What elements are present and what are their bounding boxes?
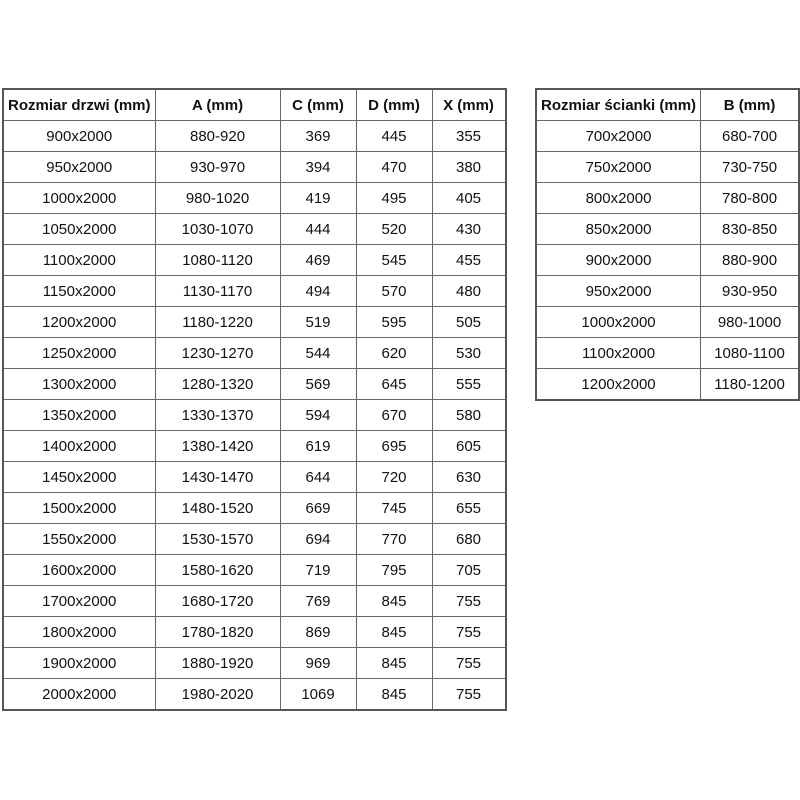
table-cell: 480 bbox=[432, 276, 506, 307]
table-cell: 605 bbox=[432, 431, 506, 462]
table-cell: 680-700 bbox=[701, 121, 799, 152]
table-cell: 830-850 bbox=[701, 214, 799, 245]
table-cell: 719 bbox=[280, 555, 356, 586]
column-header: D (mm) bbox=[356, 89, 432, 121]
column-header: C (mm) bbox=[280, 89, 356, 121]
table-cell: 720 bbox=[356, 462, 432, 493]
table-cell: 900x2000 bbox=[536, 245, 701, 276]
table-cell: 469 bbox=[280, 245, 356, 276]
table-cell: 630 bbox=[432, 462, 506, 493]
table-row bbox=[3, 121, 506, 152]
table-cell: 430 bbox=[432, 214, 506, 245]
header-row bbox=[3, 89, 506, 121]
table-cell: 580 bbox=[432, 400, 506, 431]
table-row bbox=[3, 493, 506, 524]
table-cell: 570 bbox=[356, 276, 432, 307]
table-cell: 800x2000 bbox=[536, 183, 701, 214]
table-cell: 1000x2000 bbox=[536, 307, 701, 338]
table-cell: 1050x2000 bbox=[3, 214, 155, 245]
table-cell: 869 bbox=[280, 617, 356, 648]
table-cell: 1530-1570 bbox=[155, 524, 280, 555]
table-cell: 750x2000 bbox=[536, 152, 701, 183]
table-cell: 1100x2000 bbox=[536, 338, 701, 369]
table-row bbox=[3, 431, 506, 462]
table-cell: 1200x2000 bbox=[3, 307, 155, 338]
table-cell: 595 bbox=[356, 307, 432, 338]
table-cell: 1200x2000 bbox=[536, 369, 701, 401]
table-cell: 1400x2000 bbox=[3, 431, 155, 462]
table-row bbox=[3, 400, 506, 431]
table-cell: 780-800 bbox=[701, 183, 799, 214]
column-header: B (mm) bbox=[701, 89, 799, 121]
table-row bbox=[3, 462, 506, 493]
table-cell: 694 bbox=[280, 524, 356, 555]
table-cell: 680 bbox=[432, 524, 506, 555]
table-cell: 505 bbox=[432, 307, 506, 338]
table-cell: 1580-1620 bbox=[155, 555, 280, 586]
table-cell: 1100x2000 bbox=[3, 245, 155, 276]
table-cell: 1230-1270 bbox=[155, 338, 280, 369]
table-row bbox=[3, 524, 506, 555]
table-cell: 1380-1420 bbox=[155, 431, 280, 462]
table-cell: 405 bbox=[432, 183, 506, 214]
table-cell: 569 bbox=[280, 369, 356, 400]
table-row bbox=[3, 152, 506, 183]
table-cell: 1700x2000 bbox=[3, 586, 155, 617]
table-cell: 1450x2000 bbox=[3, 462, 155, 493]
table-row bbox=[3, 245, 506, 276]
table-cell: 1330-1370 bbox=[155, 400, 280, 431]
table-cell: 594 bbox=[280, 400, 356, 431]
table-cell: 1030-1070 bbox=[155, 214, 280, 245]
table-row bbox=[3, 307, 506, 338]
table-cell: 1080-1100 bbox=[701, 338, 799, 369]
table-cell: 880-920 bbox=[155, 121, 280, 152]
table-cell: 355 bbox=[432, 121, 506, 152]
table-cell: 695 bbox=[356, 431, 432, 462]
table-cell: 1150x2000 bbox=[3, 276, 155, 307]
table-row bbox=[536, 152, 799, 183]
table-cell: 470 bbox=[356, 152, 432, 183]
table-cell: 950x2000 bbox=[3, 152, 155, 183]
table-cell: 1350x2000 bbox=[3, 400, 155, 431]
table-cell: 545 bbox=[356, 245, 432, 276]
table-cell: 845 bbox=[356, 648, 432, 679]
table-cell: 530 bbox=[432, 338, 506, 369]
table-cell: 555 bbox=[432, 369, 506, 400]
table-cell: 755 bbox=[432, 648, 506, 679]
table-cell: 394 bbox=[280, 152, 356, 183]
table-row bbox=[536, 183, 799, 214]
table-cell: 755 bbox=[432, 617, 506, 648]
table-cell: 369 bbox=[280, 121, 356, 152]
table-row bbox=[536, 214, 799, 245]
table-cell: 1430-1470 bbox=[155, 462, 280, 493]
table-row bbox=[536, 307, 799, 338]
table-cell: 380 bbox=[432, 152, 506, 183]
table-cell: 795 bbox=[356, 555, 432, 586]
table-cell: 1300x2000 bbox=[3, 369, 155, 400]
table-cell: 845 bbox=[356, 617, 432, 648]
table-cell: 1680-1720 bbox=[155, 586, 280, 617]
table-cell: 644 bbox=[280, 462, 356, 493]
table-row bbox=[536, 245, 799, 276]
table-cell: 880-900 bbox=[701, 245, 799, 276]
column-header: A (mm) bbox=[155, 89, 280, 121]
table-cell: 745 bbox=[356, 493, 432, 524]
table-cell: 455 bbox=[432, 245, 506, 276]
table-cell: 845 bbox=[356, 586, 432, 617]
table-cell: 700x2000 bbox=[536, 121, 701, 152]
table-cell: 980-1000 bbox=[701, 307, 799, 338]
table-row bbox=[3, 679, 506, 711]
table-cell: 950x2000 bbox=[536, 276, 701, 307]
table-cell: 930-950 bbox=[701, 276, 799, 307]
table-row bbox=[3, 617, 506, 648]
table-row bbox=[536, 121, 799, 152]
column-header: Rozmiar ścianki (mm) bbox=[536, 89, 701, 121]
table-cell: 1130-1170 bbox=[155, 276, 280, 307]
table-cell: 1080-1120 bbox=[155, 245, 280, 276]
table-cell: 850x2000 bbox=[536, 214, 701, 245]
table-cell: 755 bbox=[432, 586, 506, 617]
table-cell: 730-750 bbox=[701, 152, 799, 183]
table-cell: 1250x2000 bbox=[3, 338, 155, 369]
table-row bbox=[3, 338, 506, 369]
table-cell: 519 bbox=[280, 307, 356, 338]
table-row bbox=[3, 586, 506, 617]
table-cell: 619 bbox=[280, 431, 356, 462]
table-cell: 1550x2000 bbox=[3, 524, 155, 555]
table-cell: 1000x2000 bbox=[3, 183, 155, 214]
table-cell: 494 bbox=[280, 276, 356, 307]
table-cell: 900x2000 bbox=[3, 121, 155, 152]
table-cell: 930-970 bbox=[155, 152, 280, 183]
table-cell: 1069 bbox=[280, 679, 356, 711]
door-sizes-table bbox=[2, 88, 507, 711]
table-row bbox=[3, 183, 506, 214]
table-cell: 620 bbox=[356, 338, 432, 369]
table-cell: 845 bbox=[356, 679, 432, 711]
table-cell: 419 bbox=[280, 183, 356, 214]
table-cell: 1500x2000 bbox=[3, 493, 155, 524]
table-row bbox=[536, 276, 799, 307]
table-cell: 445 bbox=[356, 121, 432, 152]
table-row bbox=[3, 369, 506, 400]
table-cell: 670 bbox=[356, 400, 432, 431]
table-cell: 1800x2000 bbox=[3, 617, 155, 648]
table-cell: 669 bbox=[280, 493, 356, 524]
column-header: X (mm) bbox=[432, 89, 506, 121]
table-cell: 1900x2000 bbox=[3, 648, 155, 679]
table-row bbox=[536, 338, 799, 369]
table-cell: 770 bbox=[356, 524, 432, 555]
wall-sizes-table bbox=[535, 88, 800, 401]
table-cell: 1600x2000 bbox=[3, 555, 155, 586]
table-row bbox=[3, 648, 506, 679]
table-cell: 2000x2000 bbox=[3, 679, 155, 711]
table-cell: 655 bbox=[432, 493, 506, 524]
table-cell: 444 bbox=[280, 214, 356, 245]
table-cell: 1480-1520 bbox=[155, 493, 280, 524]
table-cell: 495 bbox=[356, 183, 432, 214]
table-cell: 755 bbox=[432, 679, 506, 711]
table-row bbox=[536, 369, 799, 401]
column-header: Rozmiar drzwi (mm) bbox=[3, 89, 155, 121]
table-cell: 1880-1920 bbox=[155, 648, 280, 679]
table-cell: 544 bbox=[280, 338, 356, 369]
table-row bbox=[3, 276, 506, 307]
table-cell: 1180-1220 bbox=[155, 307, 280, 338]
table-cell: 980-1020 bbox=[155, 183, 280, 214]
table-cell: 969 bbox=[280, 648, 356, 679]
table-cell: 769 bbox=[280, 586, 356, 617]
table-cell: 1180-1200 bbox=[701, 369, 799, 401]
table-cell: 645 bbox=[356, 369, 432, 400]
table-row bbox=[3, 214, 506, 245]
table-cell: 520 bbox=[356, 214, 432, 245]
table-cell: 705 bbox=[432, 555, 506, 586]
table-row bbox=[3, 555, 506, 586]
table-cell: 1280-1320 bbox=[155, 369, 280, 400]
table-cell: 1980-2020 bbox=[155, 679, 280, 711]
header-row bbox=[536, 89, 799, 121]
table-cell: 1780-1820 bbox=[155, 617, 280, 648]
